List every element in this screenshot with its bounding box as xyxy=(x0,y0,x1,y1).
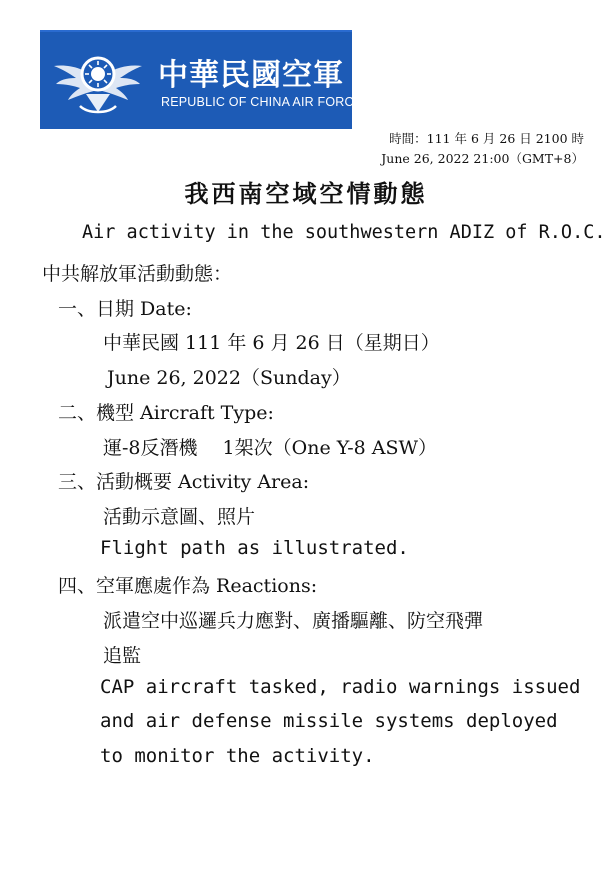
org-name-english: REPUBLIC OF CHINA AIR FORCE xyxy=(161,95,363,109)
org-name-chinese: 中華民國空軍 xyxy=(158,58,344,93)
document-subtitle: Air activity in the southwestern ADIZ of R.O.C. xyxy=(82,222,606,243)
timestamp-chinese: 時間：111 年 6 月 26 日 2100 時 xyxy=(389,131,584,146)
date-chinese: 中華民國 111 年 6 月 26 日（星期日） xyxy=(103,332,440,354)
aircraft-detail: 運-8反潛機 1架次（One Y-8 ASW） xyxy=(103,437,438,459)
section-date-heading: 一、日期 Date: xyxy=(58,298,192,320)
air-force-emblem-icon xyxy=(50,40,146,122)
reactions-chinese-line-1: 派遣空中巡邏兵力應對、廣播驅離、防空飛彈 xyxy=(103,610,484,632)
reactions-english-line-2: and air defense missile systems deployed xyxy=(100,710,558,732)
reactions-english-line-1: CAP aircraft tasked, radio warnings issued xyxy=(100,676,581,698)
area-chinese: 活動示意圖、照片 xyxy=(103,506,256,528)
section-area-heading: 三、活動概要 Activity Area: xyxy=(58,471,310,493)
intro-heading: 中共解放軍活動動態： xyxy=(42,263,233,285)
timestamp-english: June 26, 2022 21:00（GMT+8） xyxy=(381,151,584,166)
date-english: June 26, 2022（Sunday） xyxy=(107,367,351,389)
area-english: Flight path as illustrated. xyxy=(100,537,409,559)
reactions-english-line-3: to monitor the activity. xyxy=(100,745,375,767)
section-aircraft-heading: 二、機型 Aircraft Type: xyxy=(58,402,274,424)
reactions-chinese-line-2: 追監 xyxy=(103,645,142,667)
section-reactions-heading: 四、空軍應處作為 Reactions: xyxy=(58,575,318,597)
air-force-banner xyxy=(40,30,363,129)
document-title: 我西南空域空情動態 xyxy=(184,179,428,208)
